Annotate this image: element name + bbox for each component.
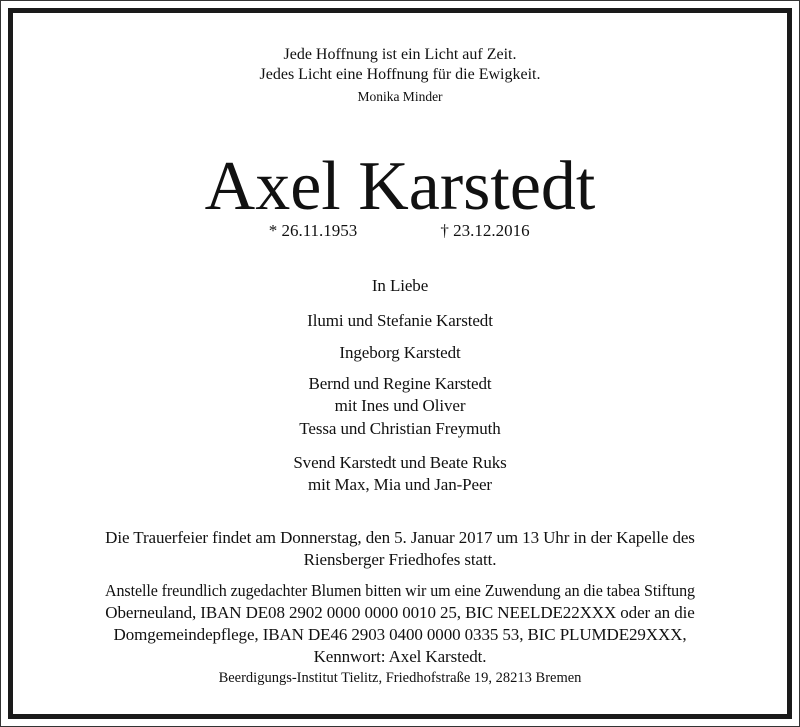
quote-line: Jedes Licht eine Hoffnung für die Ewigkeit. — [259, 66, 541, 83]
death-date: † 23.12.2016 — [440, 221, 530, 240]
donation-line: Domgemeindepflege, IBAN DE46 2903 0400 0000 0335 53, BIC PLUMDE29XXX, — [113, 625, 687, 644]
donation-line: Anstelle freundlich zugedachter Blumen bitten wir um eine Zuwendung an die tabea Stiftung — [104, 581, 695, 600]
ceremony-line: Die Trauerfeier findet am Donnerstag, den 5. Januar 2017 um 13 Uhr in der Kapelle des — [105, 528, 695, 547]
donation-line: Kennwort: Axel Karstedt. — [313, 647, 487, 666]
ceremony-line: Riensberger Friedhofes statt. — [303, 550, 497, 569]
mourner-line: Bernd und Regine Karstedt — [308, 374, 492, 393]
mourner-line: mit Max, Mia und Jan-Peer — [308, 475, 492, 494]
mourner-line: Ingeborg Karstedt — [339, 343, 461, 362]
quote-line: Jede Hoffnung ist ein Licht auf Zeit. — [283, 46, 517, 63]
mourner-line: Ilumi und Stefanie Karstedt — [307, 311, 493, 330]
birth-date: * 26.11.1953 — [268, 221, 358, 240]
quote-author: Monika Minder — [357, 89, 443, 104]
donation-line: Oberneuland, IBAN DE08 2902 0000 0000 0010 25, BIC NEELDE22XXX oder an die — [105, 603, 695, 622]
mourner-line: Tessa und Christian Freymuth — [299, 419, 501, 438]
mourner-line: Svend Karstedt und Beate Ruks — [293, 453, 507, 472]
deceased-name: Axel Karstedt — [204, 148, 596, 225]
funeral-home: Beerdigungs-Institut Tielitz, Friedhofstraße 19, 28213 Bremen — [218, 670, 582, 686]
mourners-intro: In Liebe — [371, 276, 429, 295]
mourner-line: mit Ines und Oliver — [334, 396, 466, 415]
